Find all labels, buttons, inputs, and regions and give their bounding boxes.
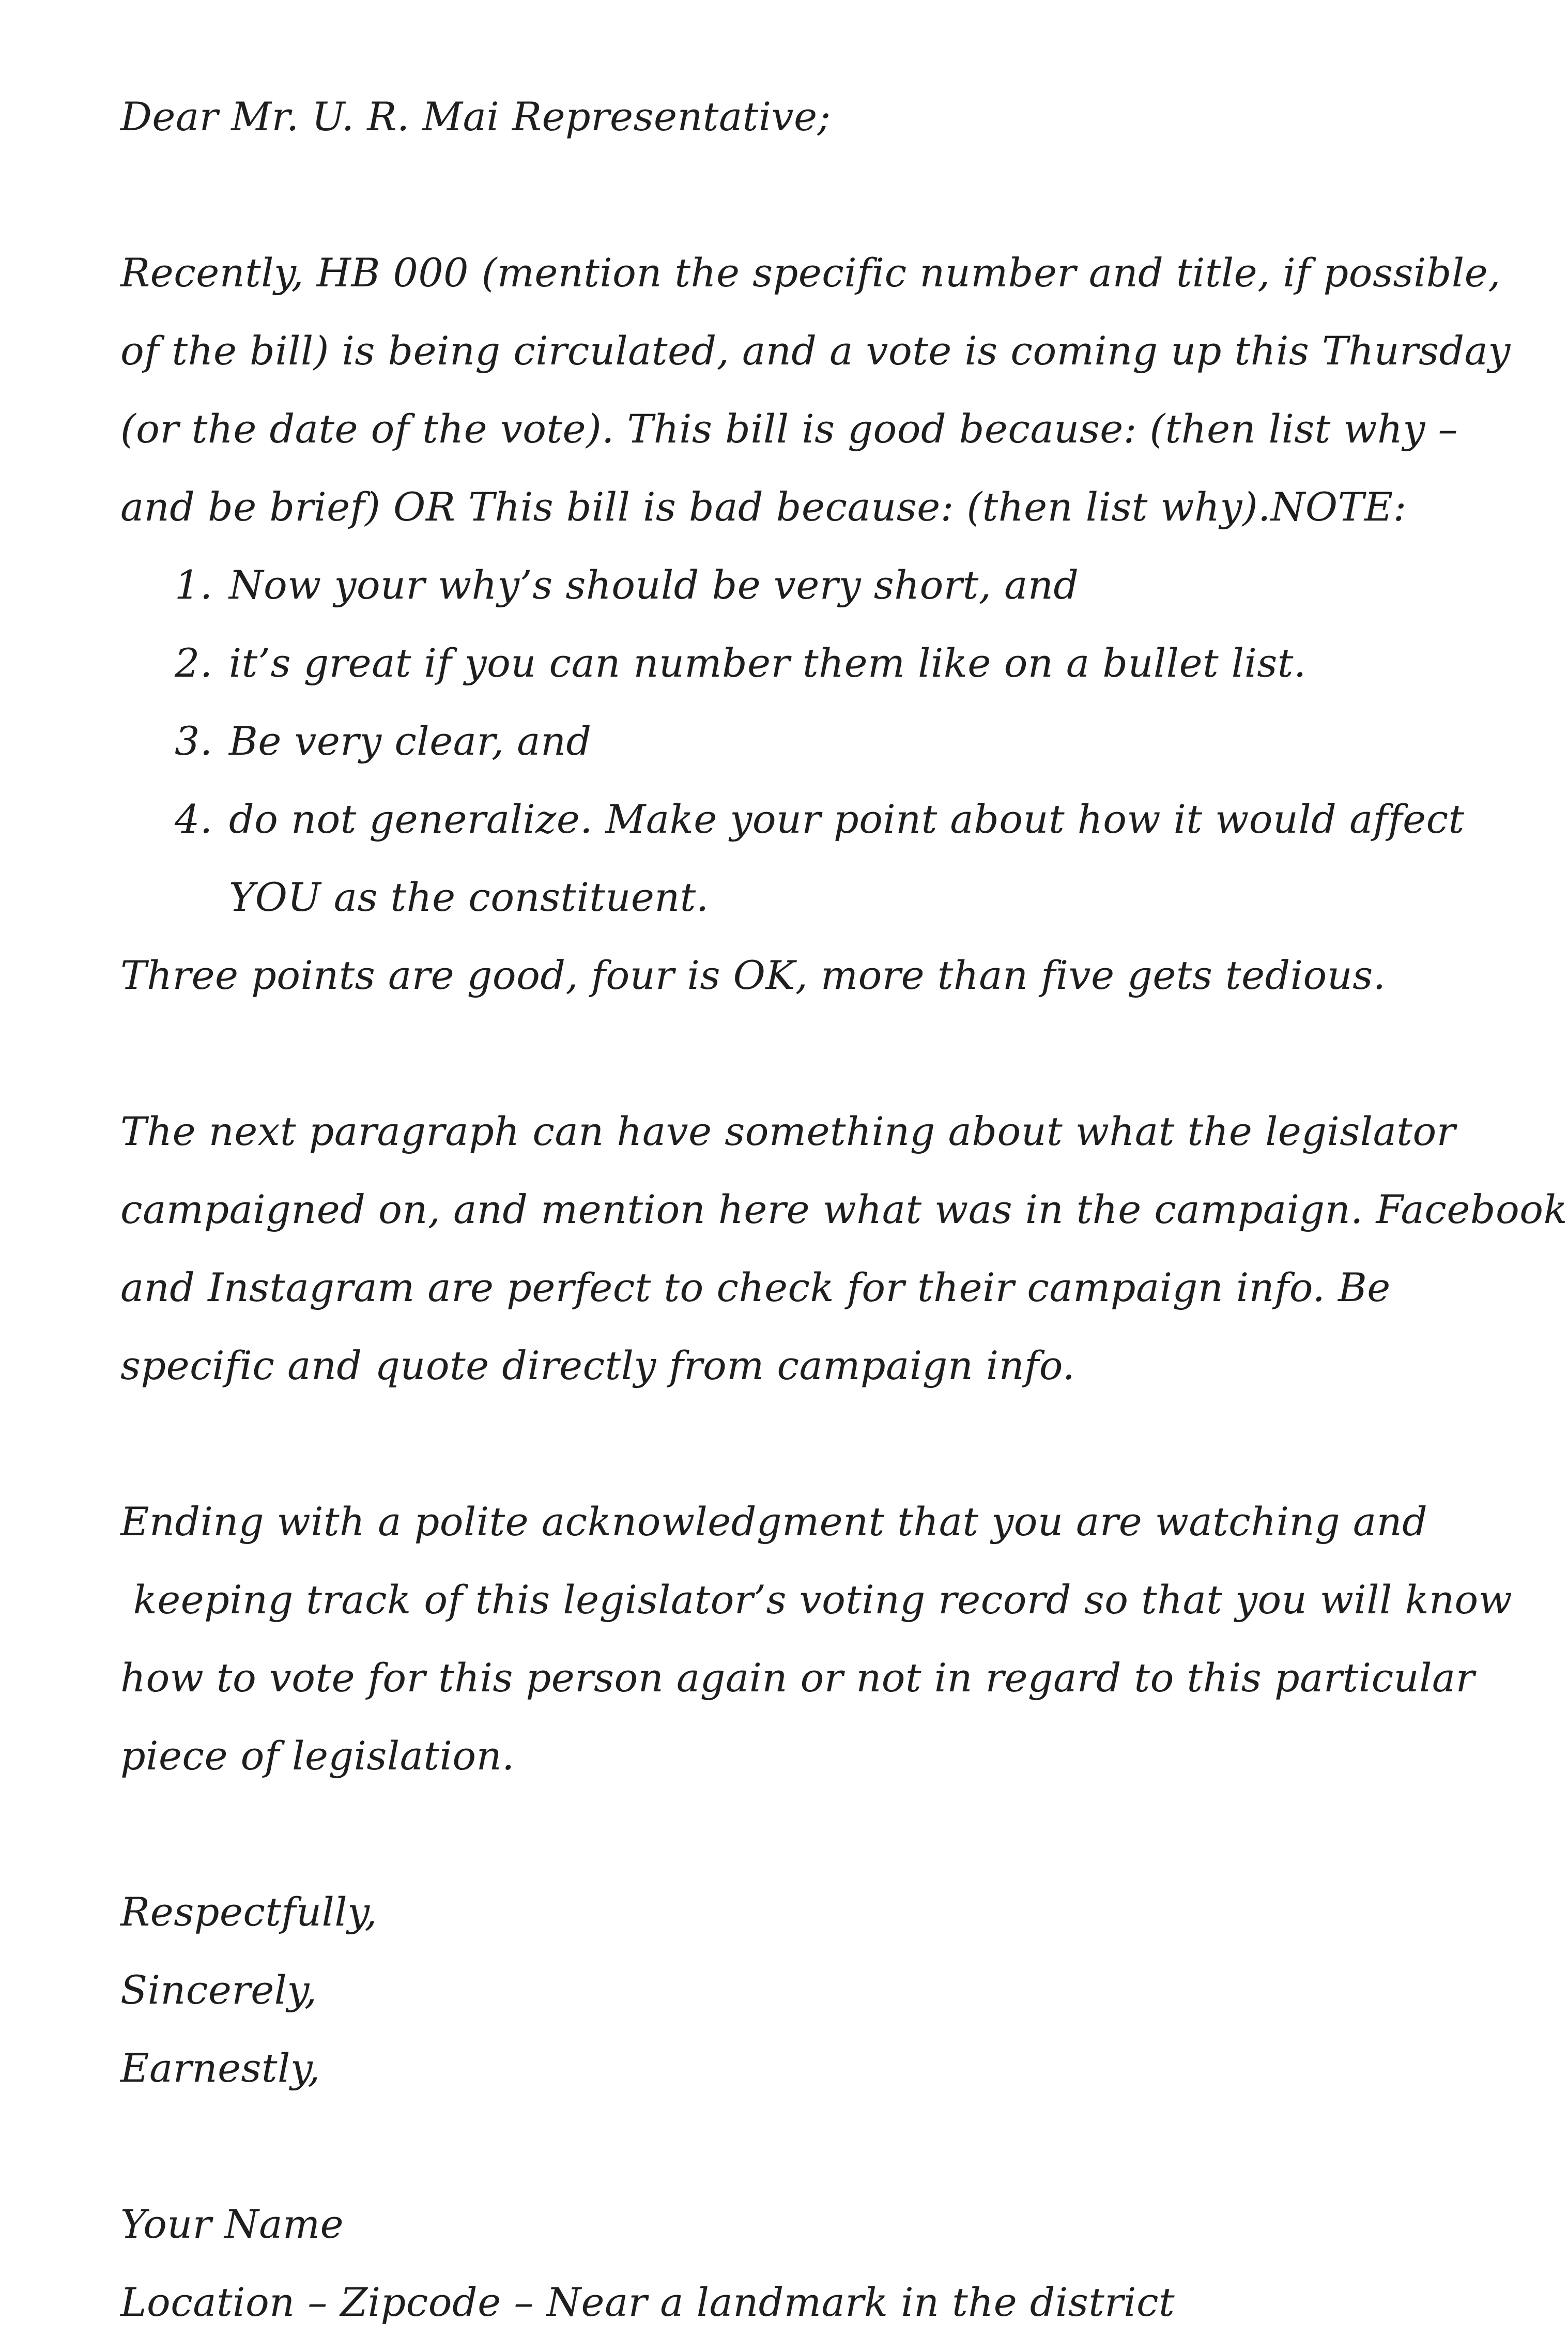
- paragraph-line: Ending with a polite acknowledgment that you are watching and: [120, 1499, 1428, 1545]
- spacer: [120, 1014, 1412, 1092]
- list-item: [120, 780, 1465, 936]
- paragraph-bill-intro: [120, 234, 1511, 546]
- list-number: 2.: [175, 640, 213, 686]
- closings: [120, 1873, 1412, 2107]
- paragraph-campaign: [120, 1092, 1568, 1404]
- paragraph-line: and be brief) OR This bill is bad because: (then list why).NOTE:: [120, 484, 1407, 530]
- closing-earnestly: Earnestly,: [120, 2045, 320, 2091]
- list-number: 3.: [175, 718, 213, 764]
- paragraph-line: campaigned on, and mention here what was in the campaign. Facebook: [120, 1186, 1568, 1232]
- spacer: [120, 1795, 1412, 1873]
- list-item: [120, 702, 1412, 780]
- points-note: Three points are good, four is OK, more than five gets tedious.: [120, 952, 1386, 998]
- list-item: [120, 624, 1412, 702]
- list-number: 1.: [175, 562, 213, 608]
- closing-sincerely: Sincerely,: [120, 1967, 317, 2013]
- reasons-list: [120, 546, 1465, 936]
- signature-location: Location – Zipcode – Near a landmark in the district: [120, 2279, 1175, 2325]
- list-text: it’s great if you can number them like on a bullet list.: [229, 640, 1306, 686]
- list-text: Be very clear, and: [229, 718, 592, 764]
- spacer: [120, 1404, 1412, 1483]
- signature-block: [120, 2185, 1412, 2341]
- spacer: [120, 2107, 1412, 2185]
- list-text: Now your why’s should be very short, and: [229, 562, 1079, 608]
- paragraph-line: and Instagram are perfect to check for their campaign info. Be: [120, 1264, 1391, 1310]
- signature-name: Your Name: [120, 2201, 344, 2247]
- list-text: do not generalize. Make your point about how it would affect: [229, 796, 1465, 842]
- paragraph-line: (or the date of the vote). This bill is good because: (then list why –: [120, 406, 1458, 452]
- paragraph-line: of the bill) is being circulated, and a vote is coming up this Thursday: [120, 328, 1511, 374]
- closing-respectfully: Respectfully,: [120, 1889, 378, 1935]
- paragraph-line: piece of legislation.: [120, 1733, 515, 1779]
- paragraph-line: how to vote for this person again or not in regard to this particular: [120, 1655, 1475, 1701]
- paragraph-line: Recently, HB 000 (mention the specific number and title, if possible,: [120, 250, 1501, 296]
- paragraph-ending: [120, 1483, 1513, 1795]
- list-text-continuation: YOU as the constituent.: [229, 874, 709, 920]
- salutation: Dear Mr. U. R. Mai Representative;: [120, 94, 831, 140]
- letter: [120, 78, 1568, 2341]
- spacer: [120, 156, 1412, 234]
- list-item: [120, 546, 1412, 624]
- paragraph-line: keeping track of this legislator’s voting record so that you will know: [120, 1577, 1513, 1623]
- paragraph-line: specific and quote directly from campaign info.: [120, 1342, 1075, 1388]
- list-number: 4.: [175, 796, 213, 842]
- paragraph-line: The next paragraph can have something about what the legislator: [120, 1108, 1456, 1154]
